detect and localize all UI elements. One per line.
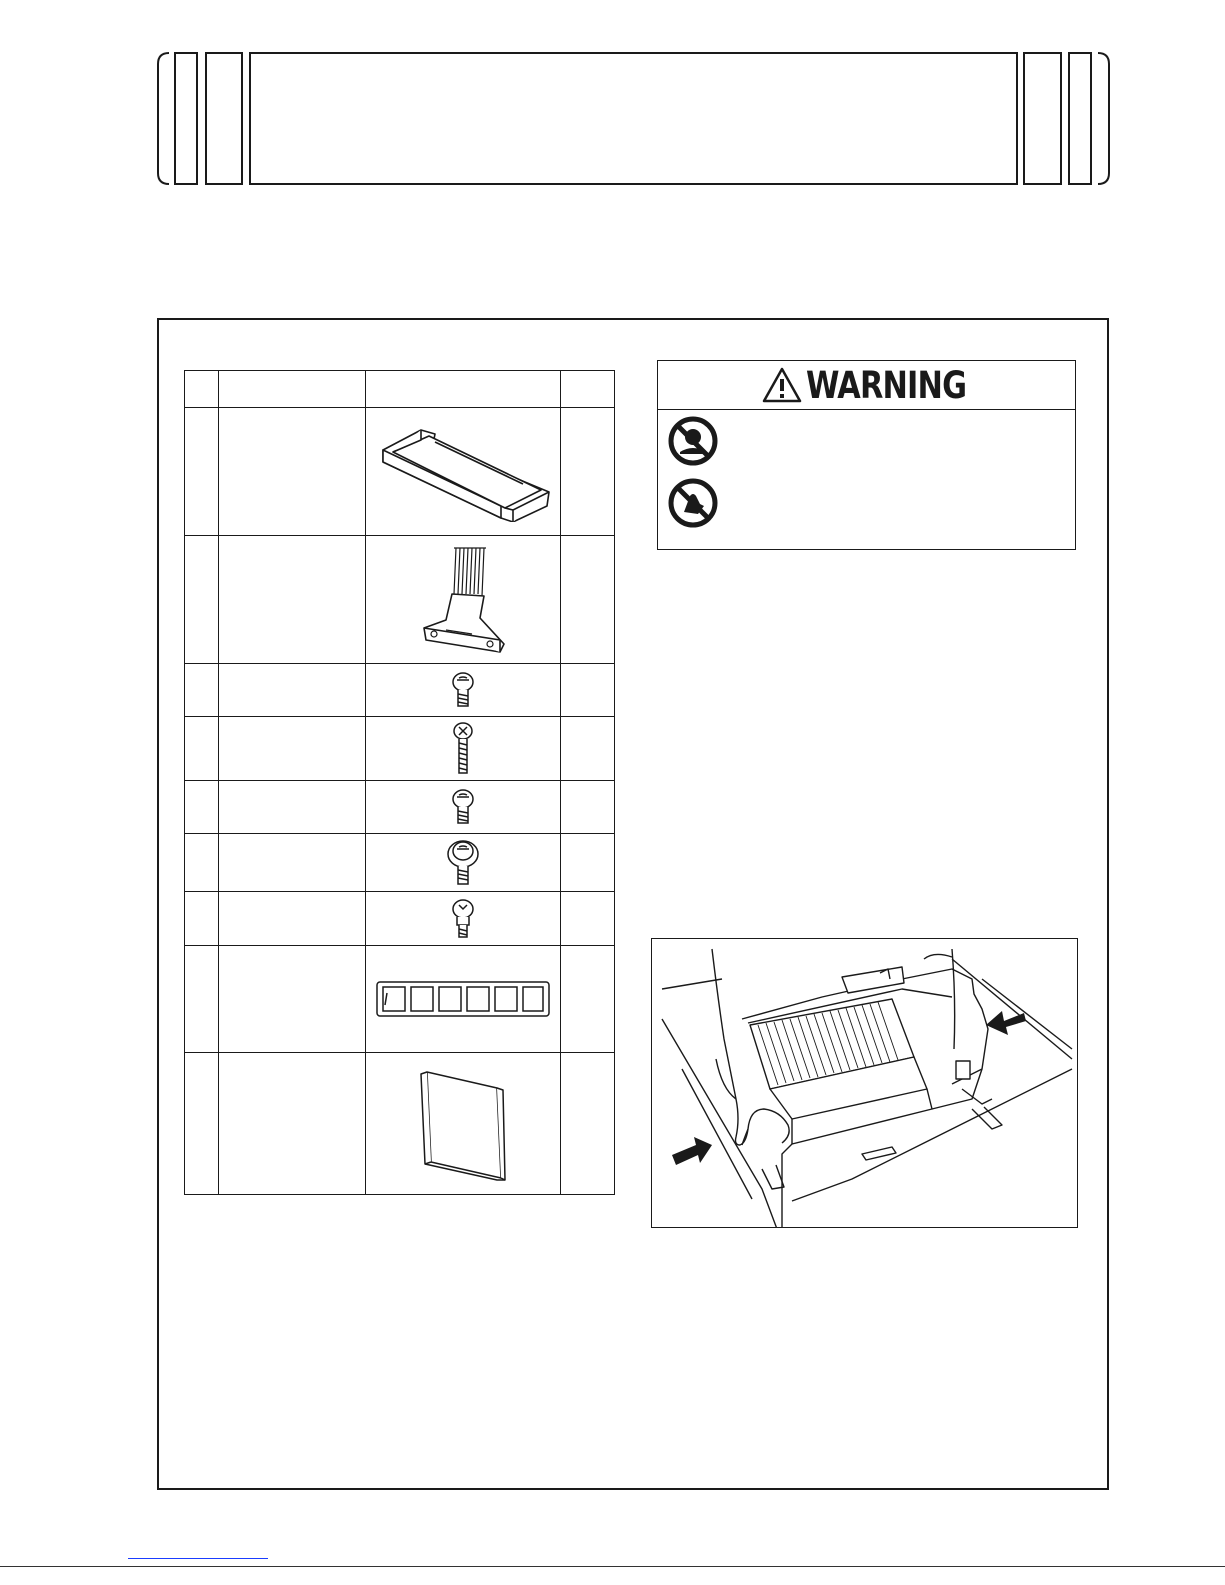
row-no	[185, 834, 219, 892]
header-name	[219, 371, 366, 408]
row-name	[219, 781, 366, 834]
row-name	[219, 946, 366, 1053]
row-shape	[366, 946, 561, 1053]
parts-list-table	[184, 370, 615, 1195]
footer-divider	[0, 1566, 1225, 1567]
table-row	[185, 536, 615, 664]
row-no	[185, 717, 219, 781]
screw-short-icon	[451, 670, 475, 710]
row-qty	[561, 408, 615, 536]
washer-screw-icon	[446, 838, 480, 888]
row-name	[219, 1053, 366, 1195]
row-name	[219, 834, 366, 892]
row-shape	[366, 834, 561, 892]
table-header-row	[185, 371, 615, 408]
manual-booklet-icon	[417, 1066, 509, 1182]
table-row	[185, 834, 615, 892]
row-qty	[561, 892, 615, 946]
row-name	[219, 408, 366, 536]
row-name	[219, 664, 366, 717]
warning-triangle-icon	[762, 367, 802, 403]
table-row	[185, 408, 615, 536]
header-qty	[561, 371, 615, 408]
header-shape	[366, 371, 561, 408]
row-shape	[366, 664, 561, 717]
warning-box	[657, 360, 1076, 550]
row-qty	[561, 717, 615, 781]
row-no	[185, 536, 219, 664]
row-qty	[561, 781, 615, 834]
row-shape	[366, 781, 561, 834]
row-qty	[561, 664, 615, 717]
screw-long-icon	[451, 721, 475, 777]
row-qty	[561, 1053, 615, 1195]
bracket-with-cable-icon	[418, 544, 508, 656]
table-row	[185, 717, 615, 781]
row-no	[185, 946, 219, 1053]
row-name	[219, 717, 366, 781]
row-qty	[561, 536, 615, 664]
tray-icon	[373, 422, 553, 522]
table-row	[185, 664, 615, 717]
label-sheet-icon	[375, 979, 551, 1019]
row-shape	[366, 408, 561, 536]
table-row	[185, 1053, 615, 1195]
warning-title: WARNING	[805, 363, 967, 407]
row-no	[185, 892, 219, 946]
row-no	[185, 664, 219, 717]
row-no	[185, 408, 219, 536]
row-name	[219, 892, 366, 946]
row-shape	[366, 1053, 561, 1195]
install-unit-illustration	[652, 939, 1078, 1228]
header-no	[185, 371, 219, 408]
warning-header	[658, 361, 1075, 410]
warning-item	[658, 472, 1075, 534]
row-shape	[366, 892, 561, 946]
row-qty	[561, 946, 615, 1053]
banner-title	[252, 52, 1019, 185]
table-row	[185, 781, 615, 834]
title-banner	[157, 52, 1112, 185]
stepped-screw-icon	[451, 897, 475, 941]
screw-short-icon	[451, 787, 475, 827]
row-no	[185, 1053, 219, 1195]
row-qty	[561, 834, 615, 892]
table-row	[185, 946, 615, 1053]
no-touch-icon	[668, 478, 718, 528]
footer-link-underline	[128, 1558, 268, 1559]
warning-item	[658, 410, 1075, 472]
no-disassembly-icon	[668, 416, 718, 466]
row-name	[219, 536, 366, 664]
row-no	[185, 781, 219, 834]
row-shape	[366, 536, 561, 664]
installation-figure	[651, 938, 1078, 1228]
table-row	[185, 892, 615, 946]
row-shape	[366, 717, 561, 781]
